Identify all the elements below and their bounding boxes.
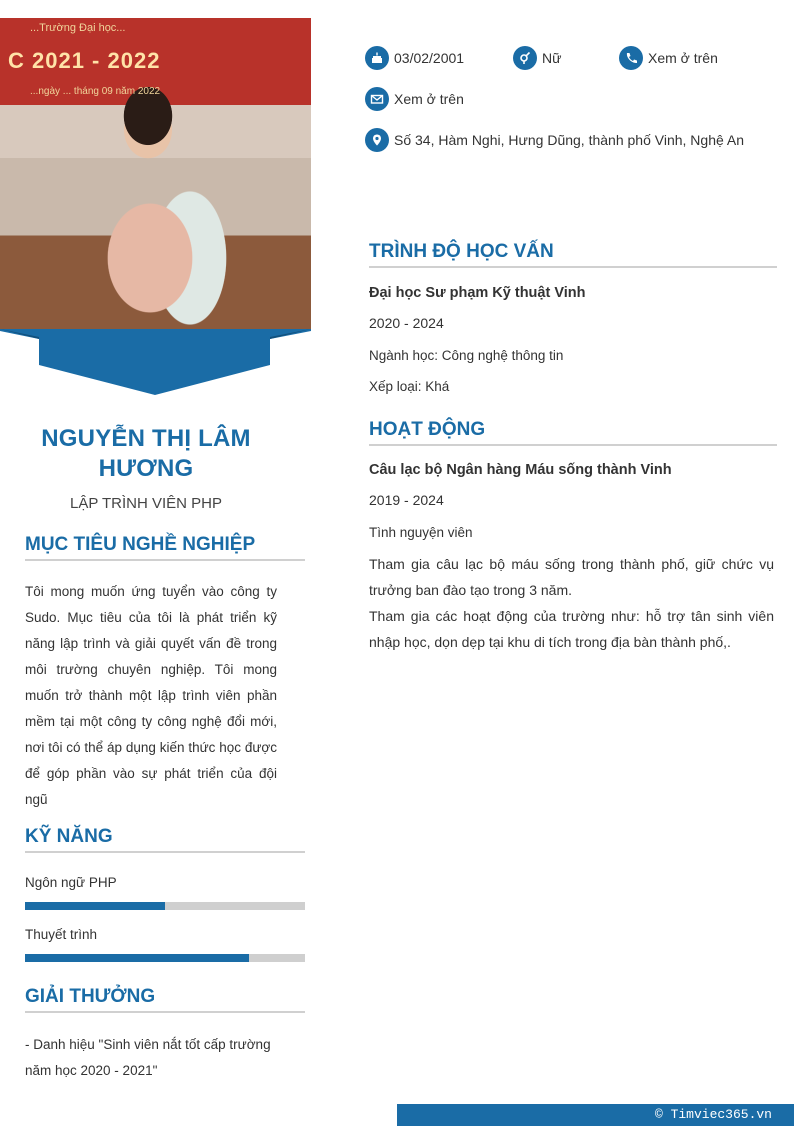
photo-ribbon bbox=[0, 329, 311, 399]
email-row bbox=[365, 87, 464, 111]
skill-bar-fill bbox=[25, 954, 249, 962]
education-school: Đại học Sư phạm Kỹ thuật Vinh bbox=[369, 285, 586, 301]
awards-heading: GIẢI THƯỞNG bbox=[25, 986, 305, 1013]
phone-value: Xem ở trên bbox=[648, 50, 718, 66]
award-text: - Danh hiệu "Sinh viên nắt tốt cấp trường năm học 2020 - 2021" bbox=[25, 1037, 271, 1078]
map-pin-icon bbox=[365, 128, 389, 152]
activities-heading: HOẠT ĐỘNG bbox=[369, 419, 777, 446]
education-heading: TRÌNH ĐỘ HỌC VẤN bbox=[369, 241, 777, 268]
activity-role: Tình nguyện viên bbox=[369, 525, 473, 540]
skill-bar-fill bbox=[25, 902, 165, 910]
left-column bbox=[0, 0, 330, 1130]
education-grade: Xếp loại: Khá bbox=[369, 379, 450, 394]
education-period: 2020 - 2024 bbox=[369, 315, 444, 331]
birthday-cake-icon bbox=[365, 46, 389, 70]
address-row bbox=[365, 128, 744, 152]
email-value: Xem ở trên bbox=[394, 91, 464, 107]
candidate-name: NGUYỄN THỊ LÂM HƯƠNG bbox=[41, 425, 251, 482]
photo-banner-top: ...Trường Đại học... bbox=[30, 22, 126, 34]
birthday-value: 03/02/2001 bbox=[394, 50, 465, 66]
activity-description: Tham gia các hoạt động của trường như: hỗ trợ tân sinh viên nhập học, dọn dẹp tại khu di tích trong địa bàn thành phố,. bbox=[369, 608, 774, 650]
profile-photo bbox=[0, 18, 311, 329]
email-icon bbox=[365, 87, 389, 111]
skill-bar bbox=[25, 902, 305, 910]
skill-bar bbox=[25, 954, 305, 962]
education-major: Ngành học: Công nghệ thông tin bbox=[369, 348, 564, 363]
skill-label: Ngôn ngữ PHP bbox=[25, 875, 117, 890]
footer-watermark: © Timviec365.vn bbox=[397, 1104, 794, 1126]
activity-period: 2019 - 2024 bbox=[369, 492, 444, 508]
birthday-row bbox=[365, 46, 464, 70]
skills-heading: KỸ NĂNG bbox=[25, 826, 305, 853]
skill-label: Thuyết trình bbox=[25, 927, 98, 942]
gender-value: Nữ bbox=[542, 50, 562, 66]
gender-row bbox=[513, 46, 561, 70]
photo-banner: C 2021 - 2022 bbox=[8, 48, 161, 73]
activity-description: Tham gia câu lạc bộ máu sống trong thành phố, giữ chức vụ trưởng ban đào tạo trong 3 năm. bbox=[369, 556, 774, 598]
photo-banner-sub: ...ngày ... tháng 09 năm 2022 bbox=[30, 86, 161, 97]
phone-row bbox=[619, 46, 718, 70]
objective-text: Tôi mong muốn ứng tuyển vào công ty Sudo. Mục tiêu của tôi là phát triển kỹ năng lập trình và giải quyết vấn đề trong môi trường chuyên nghiệp. Tôi mong muốn trở thành một lập trình viên phần mềm tại một công ty công nghệ đổi mới, nơi tôi có thể áp dụng kiến thức học được để góp phần vào sự phát triển của đội ngũ bbox=[25, 584, 277, 807]
phone-icon bbox=[619, 46, 643, 70]
activity-org: Câu lạc bộ Ngân hàng Máu sống thành Vinh bbox=[369, 462, 672, 478]
address-value: Số 34, Hàm Nghi, Hưng Dũng, thành phố Vinh, Nghệ An bbox=[394, 132, 745, 148]
objective-heading: MỤC TIÊU NGHỀ NGHIỆP bbox=[25, 534, 305, 561]
job-title: LẬP TRÌNH VIÊN PHP bbox=[70, 495, 222, 512]
gender-icon bbox=[513, 46, 537, 70]
